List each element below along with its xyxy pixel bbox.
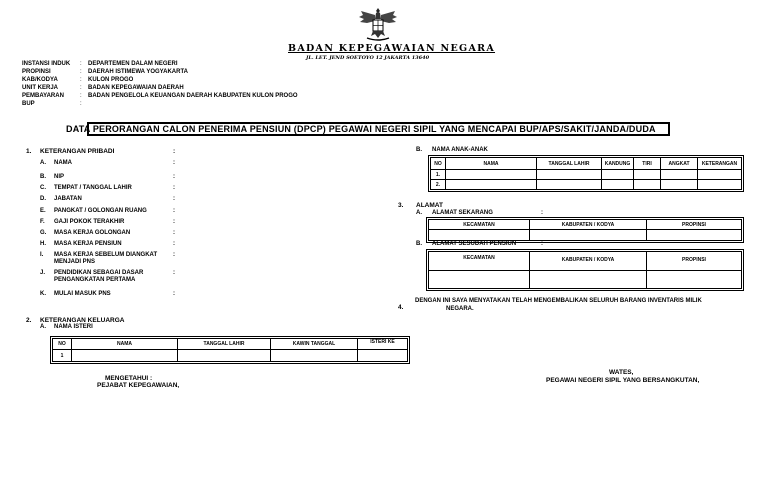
table-header: KABUPATEN / KODYA — [530, 252, 647, 271]
table-header: TANGGAL LAHIR — [537, 158, 602, 170]
colon: : — [173, 241, 175, 247]
table-cell: 1. — [431, 170, 446, 180]
post-pension-address-letter: B. — [416, 241, 422, 247]
table-header: TANGGAL LAHIR — [178, 339, 271, 350]
institution-row — [22, 92, 422, 100]
colon: : — [80, 69, 82, 75]
item-label: MULAI MASUK PNS — [54, 291, 111, 297]
table-header: NAMA — [72, 339, 178, 350]
current-address-table — [428, 219, 742, 241]
civil-servant-label: PEGAWAI NEGERI SIPIL YANG BERSANGKUTAN, — [546, 377, 700, 384]
colon: : — [80, 101, 82, 107]
section-2-heading: KETERANGAN KELUARGA — [40, 317, 125, 324]
colon: : — [80, 61, 82, 67]
wife-sub-letter: A. — [40, 324, 46, 330]
table-cell[interactable] — [602, 170, 634, 180]
institution-value: KULON PROGO — [88, 77, 134, 83]
section-4-number: 4. — [398, 304, 404, 311]
institution-value: BADAN KEPEGAWAIAN DAERAH — [88, 85, 184, 91]
children-sub-letter: B. — [416, 147, 422, 153]
item-label: PANGKAT / GOLONGAN RUANG — [54, 208, 147, 214]
item-label: MASA KERJA GOLONGAN — [54, 230, 131, 236]
table-cell[interactable] — [446, 180, 537, 190]
place-label: WATES, — [609, 369, 634, 376]
item-letter: A. — [40, 160, 46, 166]
institution-label: BUP — [22, 101, 35, 107]
table-header: NO — [53, 339, 72, 350]
table-header: NAMA — [446, 158, 537, 170]
statement-line-2: NEGARA. — [446, 306, 474, 312]
form-title: DATA PERORANGAN CALON PENERIMA PENSIUN (DPCP) PEGAWAI NEGERI SIPIL YANG MENCAPAI BUP/APS/SAKIT/JANDA/DUDA — [66, 124, 656, 134]
item-letter: B. — [40, 174, 46, 180]
item-letter: I. — [40, 252, 44, 258]
item-label: JABATAN — [54, 196, 82, 202]
table-cell[interactable] — [698, 180, 742, 190]
children-label: NAMA ANAK-ANAK — [432, 147, 488, 153]
institution-value: DEPARTEMEN DALAM NEGERI — [88, 61, 178, 67]
colon: : — [173, 196, 175, 202]
table-cell[interactable] — [530, 230, 647, 241]
wife-table — [52, 338, 408, 362]
institution-row — [22, 76, 422, 84]
institution-label: PROPINSI — [22, 69, 51, 75]
current-address-letter: A. — [416, 210, 422, 216]
colon: : — [173, 219, 175, 225]
table-cell[interactable] — [698, 170, 742, 180]
table-header: KAWIN TANGGAL — [271, 339, 358, 350]
item-label: TEMPAT / TANGGAL LAHIR — [54, 185, 132, 191]
table-cell[interactable] — [429, 271, 530, 289]
table-header: KANDUNG — [602, 158, 634, 170]
post-pension-address-label: ALAMAT SESUDAH PENSIUN — [432, 241, 517, 247]
table-cell: 1 — [53, 350, 72, 362]
institution-label: INSTANSI INDUK — [22, 61, 71, 67]
section-1-number: 1. — [26, 148, 32, 155]
institution-row — [22, 100, 422, 108]
table-header: ISTERI KE — [358, 339, 408, 350]
table-cell[interactable] — [72, 350, 178, 362]
colon: : — [541, 241, 543, 247]
table-header: NO — [431, 158, 446, 170]
table-header: ANGKAT — [661, 158, 698, 170]
institution-label: KAB/KODYA — [22, 77, 58, 83]
table-cell[interactable] — [634, 180, 661, 190]
table-cell[interactable] — [446, 170, 537, 180]
colon: : — [80, 85, 82, 91]
colon: : — [173, 230, 175, 236]
table-header: PROPINSI — [647, 252, 742, 271]
section-2-number: 2. — [26, 317, 32, 324]
colon: : — [173, 148, 176, 155]
item-label: NIP — [54, 174, 65, 180]
item-label: PENDIDIKAN SEBAGAI DASAR PENGANGKATAN PERTAMA — [54, 270, 144, 283]
agency-name: BADAN KEPEGAWAIAN NEGARA — [288, 43, 496, 54]
table-cell[interactable] — [530, 271, 647, 289]
colon: : — [173, 174, 175, 180]
table-cell[interactable] — [178, 350, 271, 362]
colon: : — [541, 210, 543, 216]
item-letter: C. — [40, 185, 46, 191]
item-letter: D. — [40, 196, 46, 202]
children-table — [430, 157, 742, 190]
staffing-official-label: PEJABAT KEPEGAWAIAN, — [97, 382, 180, 389]
colon: : — [173, 185, 175, 191]
institution-row — [22, 84, 422, 92]
table-cell[interactable] — [661, 180, 698, 190]
table-header: KABUPATEN / KODYA — [530, 220, 647, 230]
table-cell[interactable] — [358, 350, 408, 362]
colon: : — [173, 291, 175, 297]
item-letter: G. — [40, 230, 47, 236]
section-3-heading: ALAMAT — [416, 202, 443, 209]
agency-address: JL. LET. JEND SOETOYO 12 JAKARTA 13640 — [306, 55, 430, 61]
item-letter: J. — [40, 270, 46, 276]
item-letter: F. — [40, 219, 45, 225]
table-cell[interactable] — [429, 230, 530, 241]
colon: : — [173, 160, 175, 166]
table-cell[interactable] — [602, 180, 634, 190]
colon: : — [173, 252, 175, 258]
institution-row — [22, 60, 422, 68]
table-header: KETERANGAN — [698, 158, 742, 170]
institution-value: DAERAH ISTIMEWA YOGYAKARTA — [88, 69, 189, 75]
table-cell[interactable] — [661, 170, 698, 180]
table-header: KECAMATAN — [429, 220, 530, 230]
statement-line-1: DENGAN INI SAYA MENYATAKAN TELAH MENGEMBALIKAN SELURUH BARANG INVENTARIS MILIK — [415, 298, 702, 304]
post-pension-address-table — [428, 251, 742, 289]
institution-row — [22, 68, 422, 76]
section-1-heading: KETERANGAN PRIBADI — [40, 148, 115, 155]
table-header: TIRI — [634, 158, 661, 170]
item-label: MASA KERJA SEBELUM DIANGKAT MENJADI PNS — [54, 252, 158, 265]
institution-value: BADAN PENGELOLA KEUANGAN DAERAH KABUPATEN KULON PROGO — [88, 93, 298, 99]
colon: : — [80, 77, 82, 83]
table-cell[interactable] — [537, 170, 602, 180]
table-cell[interactable] — [647, 271, 742, 289]
item-label: NAMA — [54, 160, 72, 166]
item-letter: K. — [40, 291, 46, 297]
wife-sub-label: NAMA ISTERI — [54, 324, 93, 330]
table-header: KECAMATAN — [429, 252, 530, 271]
table-cell[interactable] — [634, 170, 661, 180]
table-cell[interactable] — [537, 180, 602, 190]
institution-label: PEMBAYARAN — [22, 93, 64, 99]
acknowledged-label: MENGETAHUI : — [105, 375, 153, 382]
item-letter: H. — [40, 241, 46, 247]
section-3-number: 3. — [398, 202, 404, 209]
table-cell[interactable] — [271, 350, 358, 362]
garuda-emblem-icon — [357, 5, 399, 43]
colon: : — [173, 208, 175, 214]
item-letter: E. — [40, 208, 46, 214]
colon: : — [173, 270, 175, 276]
colon: : — [80, 93, 82, 99]
item-label: GAJI POKOK TERAKHIR — [54, 219, 125, 225]
table-cell: 2. — [431, 180, 446, 190]
table-header: PROPINSI — [647, 220, 742, 230]
item-label: MASA KERJA PENSIUN — [54, 241, 122, 247]
current-address-label: ALAMAT SEKARANG — [432, 210, 493, 216]
institution-label: UNIT KERJA — [22, 85, 59, 91]
table-cell[interactable] — [647, 230, 742, 241]
